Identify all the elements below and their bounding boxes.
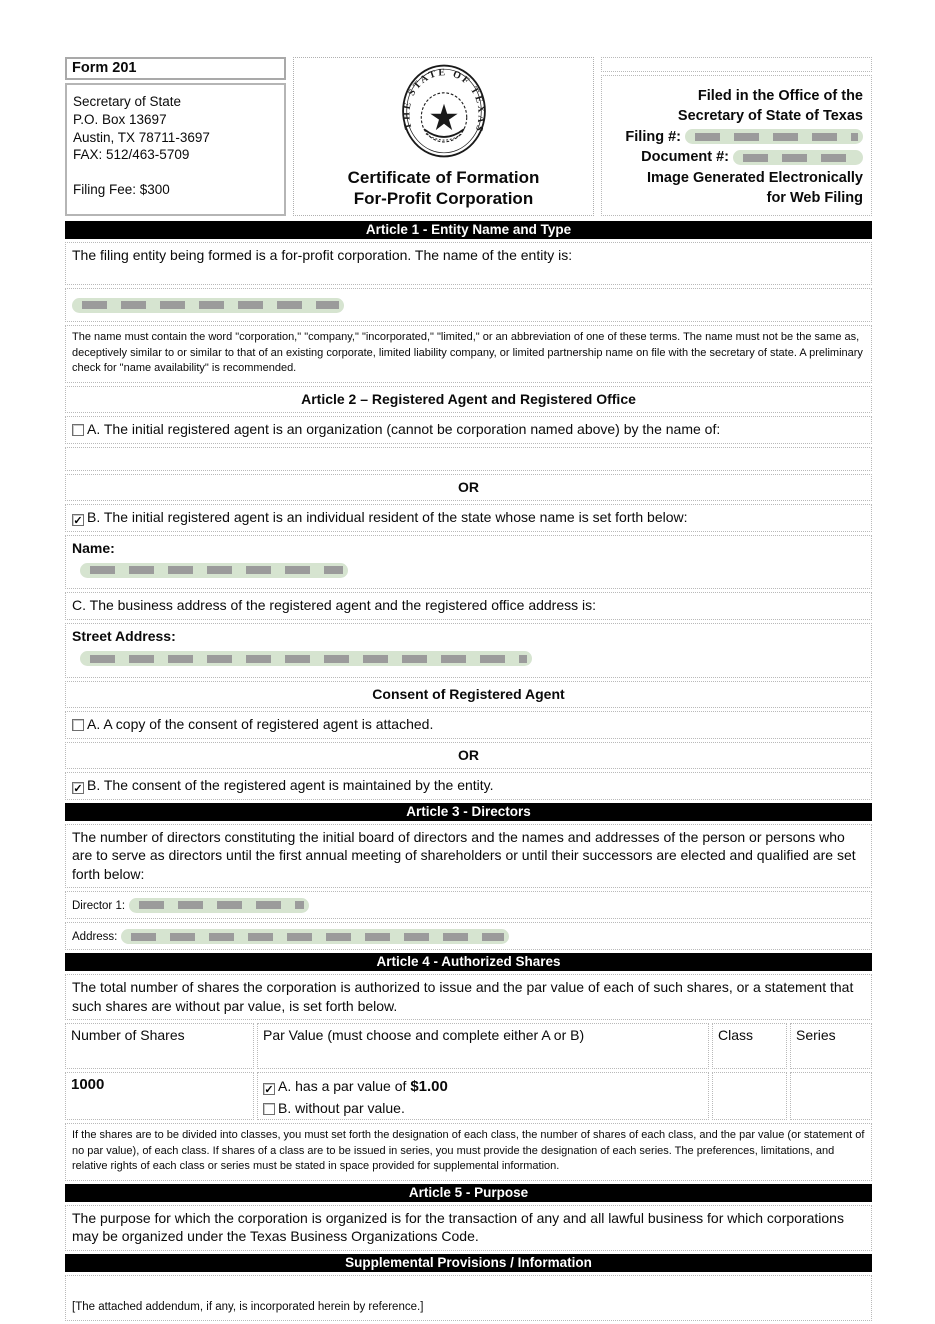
article-5-bar: Article 5 - Purpose xyxy=(65,1184,872,1202)
article-4-intro: The total number of shares the corporation is authorized to issue and the par value of each of such shares, or a statement that such shares are without par value, is set forth below. xyxy=(65,974,872,1020)
document-number-label: Document #: xyxy=(641,149,729,166)
checked-checkbox[interactable]: ✓ xyxy=(264,1084,274,1097)
par-option-b-label: B. without par value. xyxy=(278,1100,405,1117)
series-cell xyxy=(790,1072,872,1120)
filed-line2: Secretary of State of Texas xyxy=(677,108,863,125)
header-right-column xyxy=(601,57,872,216)
agent-option-b-label: B. The initial registered agent is an individual resident of the state whose name is set forth below: xyxy=(87,509,688,526)
addendum-note: [The attached addendum, if any, is incorporated herein by reference.] xyxy=(72,1301,424,1314)
article-3-intro: The number of directors constituting the initial board of directors and the names and addresses of the person or persons who are to serve as directors until the first annual meeting of shareholders or until their successors are elected and qualified are set forth below: xyxy=(65,824,872,888)
form-201-document xyxy=(65,57,872,1324)
agent-option-a-label: A. The initial registered agent is an organization (cannot be corporation named above) by the name of: xyxy=(87,421,721,438)
checked-checkbox[interactable]: ✓ xyxy=(73,515,83,528)
article-4-fine-print: If the shares are to be divided into classes, you must set forth the designation of each class, the number of shares of each class, and the par value (or statement of no par value), of each class. If shares of a class are to be issued in series, you must provide the designation of each series. The preferences, limitations, and relative rights of each class or series must be stated in space provided for supplemental information. xyxy=(65,1123,872,1180)
consent-option-b-label: B. The consent of the registered agent is maintained by the entity. xyxy=(87,777,494,794)
redacted-director-address xyxy=(121,929,509,944)
agent-option-c-row: C. The business address of the registered agent and the registered office address is: xyxy=(65,592,872,619)
unchecked-checkbox[interactable] xyxy=(72,424,84,436)
consent-option-a-row xyxy=(65,711,872,738)
filed-line1: Filed in the Office of the xyxy=(697,87,863,104)
director-1-label: Director 1: xyxy=(72,900,126,913)
entity-name-row xyxy=(65,288,872,322)
document-title-line2: For-Profit Corporation xyxy=(353,188,534,208)
unchecked-checkbox[interactable] xyxy=(72,719,84,731)
agent-option-b-row xyxy=(65,504,872,531)
class-cell xyxy=(712,1072,787,1120)
par-option-a-label: A. has a par value of xyxy=(278,1078,407,1095)
header-series: Series xyxy=(790,1023,872,1069)
director-1-row xyxy=(65,891,872,919)
consent-option-b-row xyxy=(65,772,872,799)
agent-name-label: Name: xyxy=(72,539,115,556)
agent-or-separator: OR xyxy=(65,474,872,501)
agent-org-name-row xyxy=(65,447,872,471)
redacted-document-number xyxy=(733,150,863,165)
filed-line3: Image Generated Electronically xyxy=(647,169,863,186)
agent-option-a-row xyxy=(65,416,872,443)
consent-option-a-label: A. A copy of the consent of registered agent is attached. xyxy=(87,716,434,733)
address-line: P.O. Box 13697 xyxy=(73,111,167,127)
header-number-of-shares: Number of Shares xyxy=(65,1023,254,1069)
document-header xyxy=(65,57,872,216)
shares-table-row xyxy=(65,1072,872,1120)
document-title xyxy=(348,167,540,210)
header-left-column xyxy=(65,57,286,216)
redacted-entity-name xyxy=(72,298,344,313)
address-line: Secretary of State xyxy=(73,94,182,109)
article-3-bar: Article 3 - Directors xyxy=(65,803,872,821)
redacted-agent-name xyxy=(80,563,348,578)
supplemental-box xyxy=(65,1275,872,1321)
par-amount: $1.00 xyxy=(410,1078,448,1096)
director-address-row xyxy=(65,922,872,950)
seal-text: THE STATE OF TEXAS xyxy=(400,67,487,135)
texas-state-seal-icon xyxy=(398,61,490,161)
street-address-row xyxy=(65,623,872,678)
article-5-body: The purpose for which the corporation is organized is for the transaction of any and all lawful business for which corporations may be organized under the Texas Business Organizations Code. xyxy=(65,1205,872,1251)
agent-name-row xyxy=(65,535,872,590)
unchecked-checkbox[interactable] xyxy=(263,1103,275,1115)
filed-info-box xyxy=(601,75,872,216)
article-1-intro: The filing entity being formed is a for-profit corporation. The name of the entity is: xyxy=(65,242,872,285)
header-class: Class xyxy=(712,1023,787,1069)
consent-heading: Consent of Registered Agent xyxy=(65,681,872,708)
filed-line4: for Web Filing xyxy=(766,190,863,207)
filing-number-label: Filing #: xyxy=(625,128,681,145)
sos-address-box xyxy=(65,83,286,216)
par-value-cell xyxy=(257,1072,709,1120)
header-par-value: Par Value (must choose and complete either A or B) xyxy=(257,1023,709,1069)
redacted-street-address xyxy=(80,651,532,666)
street-address-label: Street Address: xyxy=(72,627,176,644)
article-1-bar: Article 1 - Entity Name and Type xyxy=(65,221,872,239)
svg-text:THE STATE OF TEXAS xyxy=(401,67,486,134)
redacted-filing-number xyxy=(685,129,863,144)
redacted-director-name xyxy=(129,898,309,913)
address-line: FAX: 512/463-5709 xyxy=(73,147,190,163)
supplemental-bar: Supplemental Provisions / Information xyxy=(65,1254,872,1272)
document-title-line1: Certificate of Formation xyxy=(347,167,540,187)
article-4-bar: Article 4 - Authorized Shares xyxy=(65,953,872,971)
header-center-column xyxy=(293,57,594,216)
filing-fee: Filing Fee: $300 xyxy=(73,182,170,198)
form-number: Form 201 xyxy=(65,57,286,80)
director-address-label: Address: xyxy=(72,931,118,944)
address-line: Austin, TX 78711-3697 xyxy=(73,129,210,145)
header-empty-box xyxy=(601,57,872,72)
article-2-heading: Article 2 – Registered Agent and Registered Office xyxy=(65,386,872,413)
consent-or-separator: OR xyxy=(65,742,872,769)
article-1-fine-print: The name must contain the word "corporation," "company," "incorporated," "limited," or an abbreviation of one of these terms. The name must not be the same as, deceptively similar to or similar to that of an existing corporate, limited liability company, or limited partnership name on file with the secretary of state. A preliminary check for "name availability" is recommended. xyxy=(65,325,872,382)
shares-value: 1000 xyxy=(65,1072,254,1120)
shares-table-header xyxy=(65,1023,872,1069)
checked-checkbox[interactable]: ✓ xyxy=(73,783,83,796)
